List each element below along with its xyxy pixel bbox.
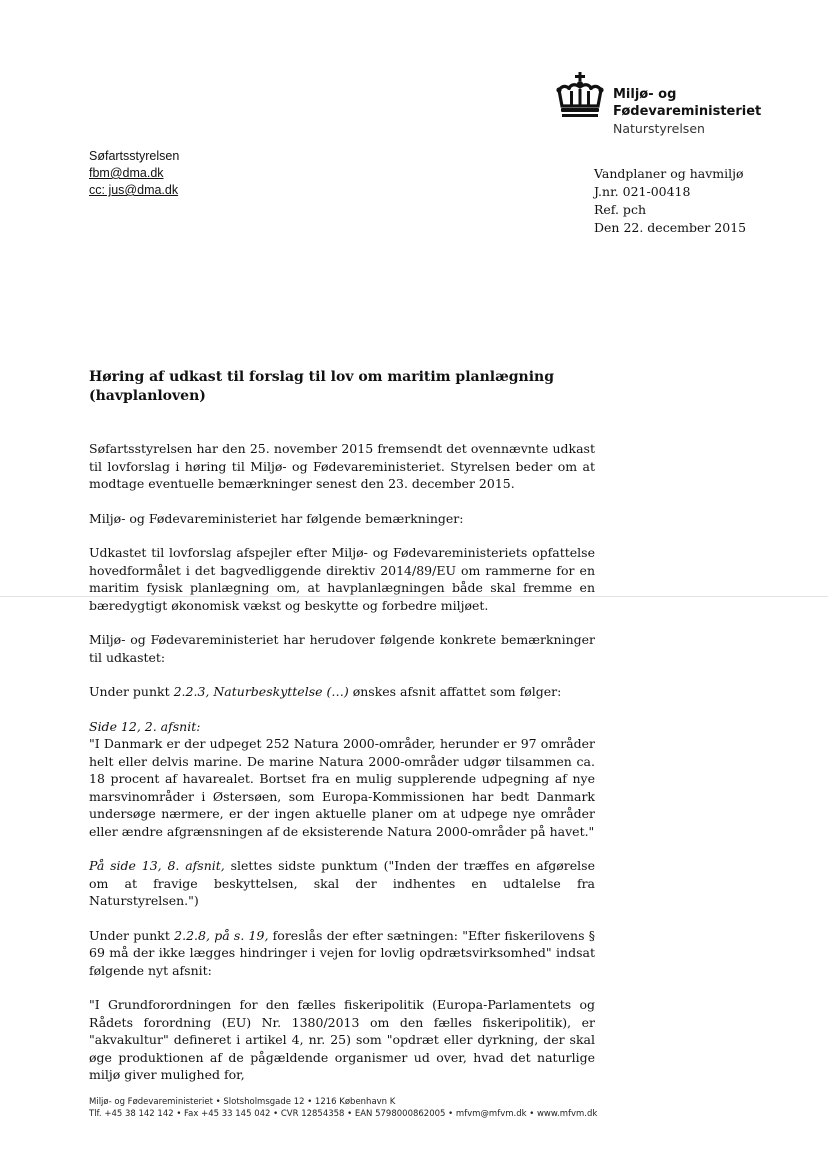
letter-title: Høring af udkast til forslag til lov om maritim planlægning (havplanloven) [89, 369, 554, 404]
footer-contact: Tlf. +45 38 142 142 • Fax +45 33 145 042 • CVR 12854358 • EAN 5798000862005 • mfvm@mfvm.dk • www.mfvm.dk [89, 1109, 598, 1119]
paragraph-page12-quote: "I Danmark er der udpeget 252 Natura 2000-områder, herunder er 97 områder helt eller delvis marine. De marine Natura 2000-områder udgør tilsammen ca. 18 procent af havarealet. Bortset fra en mulig supplerende udpegning af nye marsvinområder i Østersøen, som Europa-Kommissionen har bedt Danmark undersøge nærmere, er der ingen aktuelle planer om at udpege nye områder eller ændre afgrænsningen af de eksisterende Natura 2000-områder på havet." [89, 736, 595, 839]
paragraph-page13: På side 13, 8. afsnit, slettes sidste punktum ("Inden der træffes en afgørelse om at fravige beskyttelsen, skal der indhentes en udtalelse fra Naturstyrelsen.") [89, 858, 595, 908]
footer-address: Miljø- og Fødevareministeriet • Slotsholmsgade 12 • 1216 København K [89, 1097, 396, 1107]
department: Vandplaner og havmiljø [594, 166, 744, 181]
paragraph-intro: Søfartsstyrelsen har den 25. november 2015 fremsendt det ovennævnte udkast til lovforslag i høring til Miljø- og Fødevareministeriet. Styrelsen beder om at modtage eventuelle bemærkninger senest den 23. december 2015. [89, 441, 595, 491]
logo-line-3: Naturstyrelsen [613, 121, 705, 136]
letter-date: Den 22. december 2015 [594, 220, 747, 235]
paragraph-specific-remarks: Miljø- og Fødevareministeriet har herudover følgende konkrete bemærkninger til udkastet: [89, 632, 595, 665]
paragraph-assessment: Udkastet til lovforslag afspejler efter Miljø- og Fødevareministeriets opfattelse hovedformålet i det bagvedliggende direktiv 2014/89/EU om rammerne for en maritim fysisk planlægning om, at havplanlægningen både skal fremme en bæredygtigt økonomisk vækst og beskytte og forbedre miljøet. [89, 545, 595, 613]
journal-number: J.nr. 021-00418 [594, 184, 691, 199]
reference-block [594, 165, 746, 237]
paragraph-section-228: Under punkt 2.2.8, på s. 19, foreslås der efter sætningen: "Efter fiskerilovens § 69 må der ikke lægges hindringer i vejen for lovlig opdrætsvirksomhed" indsat følgende nyt afsnit: [89, 927, 596, 978]
reference-initials: Ref. pch [594, 202, 646, 217]
ministry-logo [553, 72, 762, 136]
paragraph-aquaculture-quote: "I Grundforordningen for den fælles fiskeripolitik (Europa-Parlamentets og Rådets forordning (EU) Nr. 1380/2013 om den fælles fiskeripolitik), er "akvakultur" defineret i artikel 4, nr. 25) som "opdræt eller dyrkning, der skal øge produktionen af de pågældende organismer ud over, hvad det naturlige miljø giver mulighed for, [89, 997, 595, 1082]
letter-body [89, 440, 595, 1101]
recipient-email-link[interactable]: fbm@dma.dk [89, 166, 164, 180]
page-footer [89, 1096, 597, 1120]
logo-line-2: Fødevareministeriet [613, 104, 762, 119]
paragraph-section-223: Under punkt 2.2.3, Naturbeskyttelse (…) ønskes afsnit affattet som følger: [89, 684, 562, 699]
crown-icon [553, 72, 607, 122]
logo-line-1: Miljø- og [613, 87, 677, 102]
recipient-name: Søfartsstyrelsen [89, 149, 180, 163]
paragraph-page12-heading: Side 12, 2. afsnit: [89, 718, 201, 734]
cc-email-link[interactable]: cc: jus@dma.dk [89, 183, 179, 197]
recipient-block [89, 148, 179, 199]
paragraph-remarks-intro: Miljø- og Fødevareministeriet har følgende bemærkninger: [89, 510, 464, 526]
